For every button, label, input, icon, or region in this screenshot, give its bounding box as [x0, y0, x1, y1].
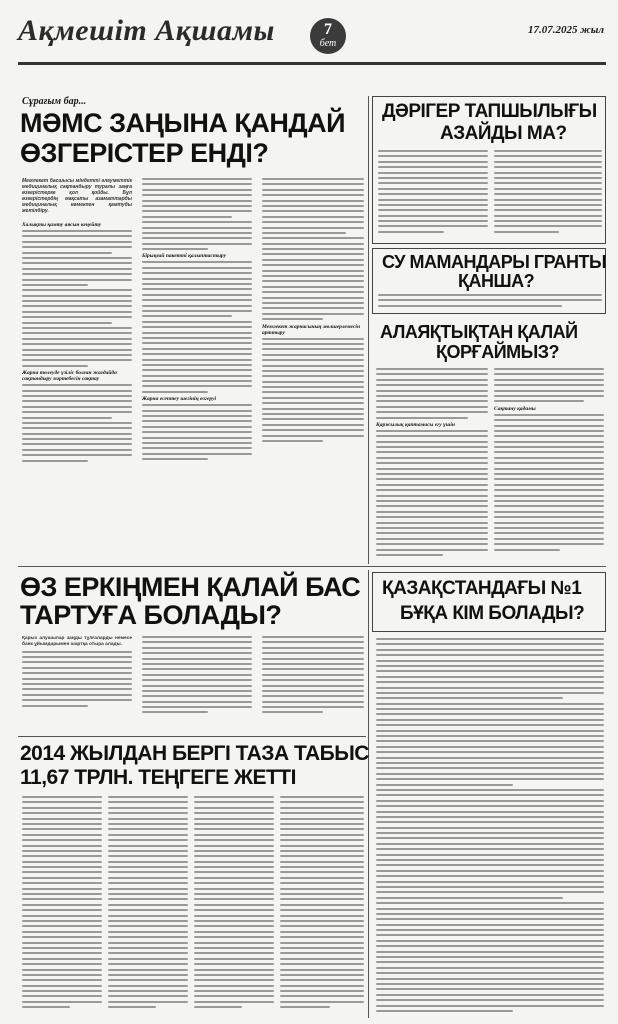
article1-subhead-2: Жарна төлеуде үзіліс болған жағдайда сақтандыру мәртебесін сақтау [22, 370, 117, 383]
article5-lead: Қарыз алушылар заңды тұлғаларды немесе банк ұйымдарымен шартқа отыра алады. [22, 636, 132, 647]
article4-subhead-1: Қаржылық қаптамасы егу үшін [376, 421, 455, 428]
article7-column-2 [108, 796, 188, 1018]
article4-column-1 [376, 368, 488, 562]
article1-headline-line1: МӘМС ЗАҢЫНА ҚАНДАЙ [20, 108, 346, 138]
newspaper-logo: Ақмешіт Ақшамы [18, 14, 275, 47]
article4-subhead-2: Сақтану қадамы [494, 405, 536, 412]
page-number: 7 [324, 21, 332, 38]
article6-headline-line1: ҚАЗАҚСТАНДАҒЫ №1 [382, 578, 582, 599]
column-divider [368, 96, 369, 564]
article2-column-2 [494, 150, 602, 240]
article4-headline-line2: ҚОРҒАЙМЫЗ? [436, 342, 560, 362]
article1-subhead-1: Халықты қамту аясын кеңейту [22, 222, 102, 228]
article6-text [376, 638, 604, 1018]
masthead-rule [18, 62, 606, 65]
article6-headline-line2: БҰҚА КІМ БОЛАДЫ? [400, 603, 585, 624]
article3-headline-line1: СУ МАМАНДАРЫ ГРАНТЫ [382, 252, 607, 272]
article1-subhead-4: Жарна есептеу шегінің өзгеруі [142, 396, 217, 403]
article7-headline-line1: 2014 ЖЫЛДАН БЕРГІ ТАЗА ТАБЫС [20, 742, 369, 765]
article1-column-2 [142, 178, 252, 558]
article7-column-4 [280, 796, 364, 1018]
issue-date: 17.07.2025 жыл [527, 24, 604, 36]
article1-subhead-3: Бірыңғай пакетті қалыптастыру [142, 253, 227, 260]
article1-text-block-2 [22, 384, 132, 461]
article2-column-1 [378, 150, 488, 240]
article5-column-1 [22, 636, 132, 732]
article5-column-2 [142, 636, 252, 732]
masthead [18, 12, 606, 60]
article3-headline-line2: ҚАНША? [458, 271, 535, 291]
article4-headline-line1: АЛАЯҚТЫҚТАН ҚАЛАЙ [380, 322, 578, 342]
article7-column-1 [22, 796, 102, 1018]
article1-headline-line2: ӨЗГЕРІСТЕР ЕНДІ? [20, 138, 269, 168]
column-divider-lower [368, 570, 369, 1018]
article1-rubric: Сұрағым бар... [22, 96, 87, 107]
article1-column-1 [22, 178, 132, 558]
article1-lead: Мемлекет басшысы міндетті әлеуметтік медициналық сақтандыру туралы заңға өзгерістерге қол қойды. Бұл өзгерістердің мақсаты азаматтарды медициналық көмекпен қамтуды жетілдіру. [22, 178, 132, 214]
page-number-badge [310, 18, 346, 54]
article5-column-3 [262, 636, 364, 732]
article7-headline-line2: 11,67 ТРЛН. ТЕҢГЕГЕ ЖЕТТІ [20, 766, 296, 789]
article7-column-3 [194, 796, 274, 1018]
article1-column-3 [262, 178, 364, 558]
article2-headline-line2: АЗАЙДЫ МА? [440, 123, 567, 144]
article2-headline-line1: ДӘРІГЕР ТАПШЫЛЫҒЫ [382, 101, 597, 122]
article4-column-2 [494, 368, 604, 562]
section-rule [18, 566, 606, 567]
article3-text [378, 294, 602, 312]
article5-headline-line1: ӨЗ ЕРКІҢМЕН ҚАЛАЙ БАС [20, 572, 361, 602]
article1-text-block-1 [22, 230, 132, 367]
section-rule-2 [18, 736, 366, 737]
article5-headline-line2: ТАРТУҒА БОЛАДЫ? [20, 600, 282, 630]
page-label: бет [319, 38, 337, 49]
article1-subhead-5: Мемлекет жарнасының мөлшерлемесін арттыру [262, 323, 361, 336]
